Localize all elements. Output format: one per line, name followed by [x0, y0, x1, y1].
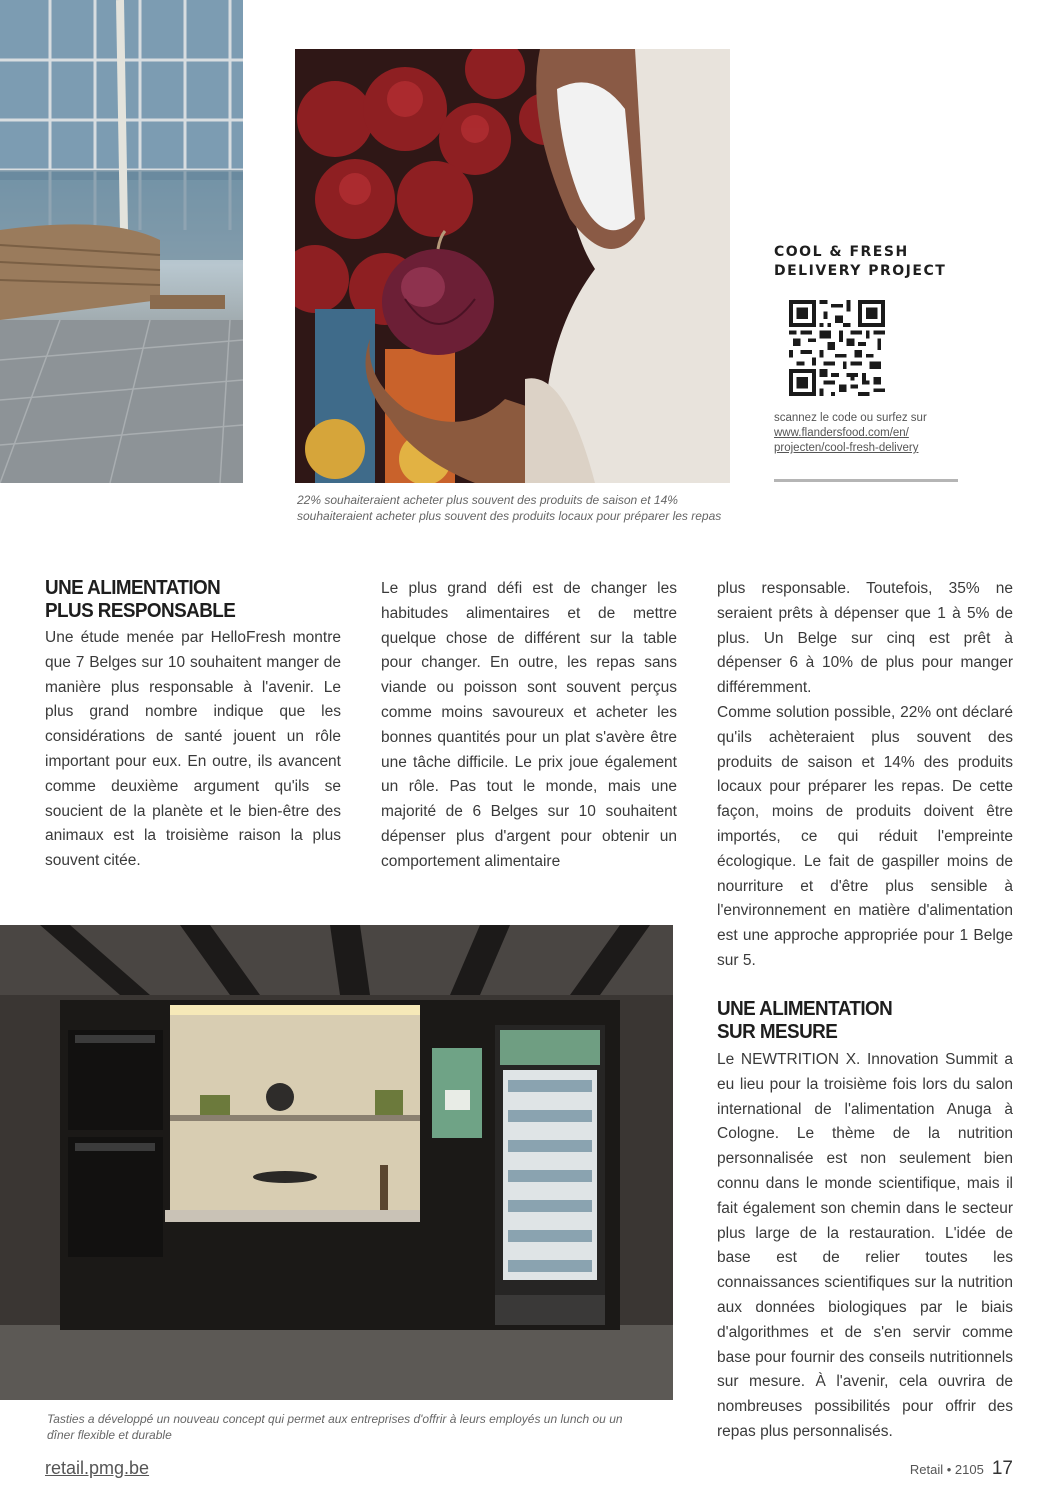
column3-text-bottom [717, 1048, 1013, 1445]
scan-instruction: scannez le code ou surfez sur [774, 412, 927, 424]
onion-photo-art [295, 49, 730, 483]
project-link-line2[interactable]: projecten/cool-fresh-delivery [774, 442, 919, 454]
column3-text-top [717, 577, 1013, 974]
heading2-line1: UNE ALIMENTATION [717, 997, 893, 1020]
heading-custom-food [717, 997, 1011, 1043]
footer-website-link[interactable]: retail.pmg.be [45, 1458, 150, 1478]
issue-label: Retail • 2105 [909, 1462, 984, 1477]
heading2-line2: SUR MESURE [717, 1020, 838, 1043]
project-box-title [774, 243, 974, 281]
box-divider [774, 479, 958, 482]
heading1-line1: UNE ALIMENTATION [45, 576, 221, 599]
paragraph: Le plus grand défi est de changer les habitudes alimentaires et de mettre quelque chose de différent sur la table pour changer. En outre, les repas sans viande ou poisson sont souvent perçus comme moins savoureux et acheter les bonnes quantités pour un plat s'avère être une tâche difficile. Le prix joue également un rôle. Pas tout le monde, mais une majorité de 6 Belges sur 10 souhaitent dépenser plus d'argent pour obtenir un comportement alimentaire [381, 580, 677, 870]
column2-text [381, 577, 677, 875]
building-photo [0, 0, 243, 483]
paragraph: Une étude menée par HelloFresh montre que 7 Belges sur 10 souhaitent manger de manière plus responsable à l'avenir. Le plus grand nombre indique que les considérations de santé jouent un rôle important pour eux. En outre, ils avancent comme deuxième argument qu'ils se soucient de la planète et le bien-être des animaux est la troisième raison la plus souvent citée. [45, 629, 341, 870]
heading-responsible-food [45, 576, 339, 622]
footer-issue [910, 1458, 1013, 1480]
paragraph: Le NEWTRITION X. Innovation Summit a eu lieu pour la troisième fois lors du salon international de l'alimentation Anuga à Cologne. Le thème de la nutrition personnalisée est non seulement bien connu dans le monde scientifique, mais il fait également son chemin dans le secteur plus large de la restauration. L'idée de base est de relier toutes les connaissances scientifiques sur la nutrition aux données biologiques par le biais d'algorithmes et de s'en servir comme base pour fournir des conseils nutritionnels sur mesure. À l'avenir, cela ouvrira de nombreuses possibilités pour offrir des repas plus personnalisés. [717, 1051, 1013, 1440]
onion-photo [295, 49, 730, 483]
paragraph: plus responsable. Toutefois, 35% ne seraient prêts à dépenser que 1 à 5% de plus. Un Belge sur cinq est prêt à dépenser 6 à 10% de plus pour manger différemment. [717, 580, 1013, 697]
paragraph: Comme solution possible, 22% ont déclaré qu'ils achèteraient plus souvent des produits de saison et 14% des produits locaux pour préparer les repas. De cette façon, moins de produits doivent être importés, ce qui réduit l'empreinte écologique. Le fait de gaspiller moins de nourriture et d'être plus sensible à l'environnement en matière d'alimentation est une approche appropriée pour 1 Belge sur 5. [717, 703, 1013, 969]
project-title-line1: COOL & FRESH [774, 244, 909, 260]
project-link-line1[interactable]: www.flandersfood.com/en/ [774, 427, 909, 439]
qr-code-icon[interactable] [789, 300, 885, 396]
column1-text [45, 626, 341, 874]
page-number: 17 [991, 1458, 1013, 1479]
qr-code-graphic [789, 300, 885, 396]
building-photo-art [0, 0, 243, 483]
kitchen-photo-art [0, 925, 673, 1400]
heading1-line2: PLUS RESPONSABLE [45, 599, 236, 622]
kitchen-caption: Tasties a développé un nouveau concept qui permet aux entreprises d'offrir à leurs employés un lunch ou un dîner flexible et durable [47, 1412, 623, 1442]
project-title-line2: DELIVERY PROJECT [774, 263, 947, 279]
kitchen-photo [0, 925, 673, 1400]
onion-caption: 22% souhaiteraient acheter plus souvent des produits de saison et 14% souhaiteraient acheter plus souvent des produits locaux pour préparer les repas [297, 493, 722, 523]
project-box-text [774, 411, 974, 456]
